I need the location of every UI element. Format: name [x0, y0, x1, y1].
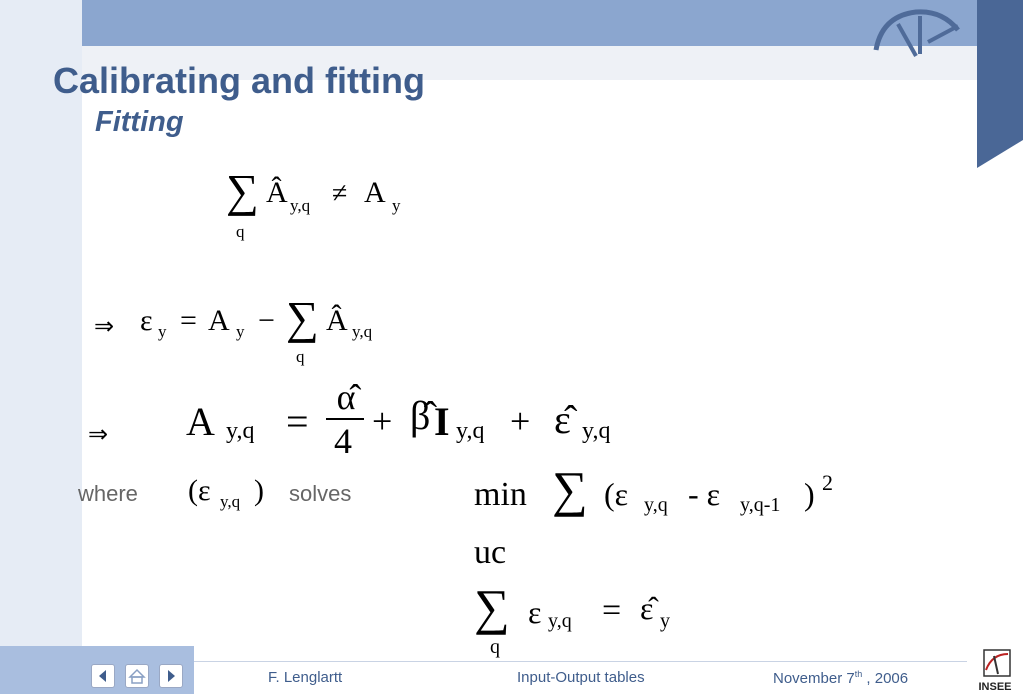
epsilon-hat: ε̂	[554, 397, 571, 442]
a-subscript: y	[236, 322, 245, 341]
home-slide-button[interactable]	[125, 664, 149, 688]
date-superscript: th	[854, 669, 863, 679]
previous-slide-button[interactable]	[91, 664, 115, 688]
not-equal-sign: ≠	[332, 178, 348, 209]
beta-hat: β̂	[410, 393, 431, 438]
equals-sign: =	[286, 399, 309, 444]
a-subscript: y	[392, 196, 401, 215]
i-term: I	[434, 399, 450, 444]
i-subscript: y,q	[456, 418, 485, 444]
epsilon-subscript: y,q	[548, 610, 572, 632]
min-operator: min	[474, 476, 527, 513]
fraction-denominator: 4	[334, 421, 352, 461]
arrow-right-icon	[160, 665, 182, 687]
where-label: where	[78, 481, 138, 506]
arrow-left-icon	[92, 665, 114, 687]
a-term: A	[364, 176, 386, 209]
footer-topic: Input-Output tables	[517, 669, 645, 686]
epsilon-hat: ε̂	[640, 590, 654, 626]
close-paren: )	[254, 474, 264, 507]
slide-title: Calibrating and fitting	[53, 60, 425, 101]
epsilon-open: (ε	[604, 476, 629, 512]
slide-subtitle: Fitting	[95, 106, 184, 138]
left-background-band	[0, 0, 82, 694]
home-icon	[126, 665, 148, 687]
epsilon: ε	[528, 594, 542, 630]
sum-symbol: ∑	[226, 165, 259, 216]
next-slide-button[interactable]	[159, 664, 183, 688]
a-hat: Â	[266, 176, 288, 209]
footer-author: F. Lenglartt	[268, 669, 343, 686]
a-hat: Â	[326, 304, 348, 337]
epsilon: ε	[140, 304, 153, 337]
header-emblem-icon	[868, 4, 964, 64]
exponent: 2	[822, 470, 833, 495]
insee-emblem-icon	[972, 648, 1018, 678]
sum-symbol: ∑	[474, 579, 510, 635]
equals-sign: =	[180, 304, 197, 337]
top-header-band	[82, 0, 977, 46]
implies-arrow: ⇒	[88, 422, 109, 448]
sum-index: q	[236, 222, 245, 241]
epsilon-open-paren: (ε	[188, 474, 211, 507]
plus-sign: +	[510, 401, 531, 441]
epsilon-hat-subscript: y	[660, 610, 670, 632]
a-term: A	[208, 304, 230, 337]
sum-index: q	[296, 347, 305, 366]
sum-symbol: ∑	[286, 292, 319, 343]
epsilon-subscript: y,q	[220, 492, 241, 511]
sum-index: q	[490, 636, 500, 658]
close-paren-squared: )	[804, 476, 815, 512]
insee-logo-text: INSEE	[978, 681, 1012, 693]
equals-sign: =	[602, 592, 622, 629]
a-term: A	[186, 399, 215, 444]
uc-label: uc	[474, 534, 507, 571]
solves-label: solves	[289, 481, 352, 506]
minus-epsilon: - ε	[688, 476, 721, 512]
epsilon-subscript: y	[158, 322, 167, 341]
date-main: November 7	[773, 670, 855, 687]
footer-divider	[194, 661, 967, 662]
minus-sign: −	[258, 304, 275, 337]
date-year: , 2006	[862, 670, 909, 687]
plus-sign: +	[372, 401, 393, 441]
a-subscript: y,q	[226, 418, 255, 444]
epsilon-hat-subscript: y,q	[582, 418, 611, 444]
epsilon-subscript-2: y,q-1	[740, 494, 781, 516]
footer-date	[773, 669, 908, 687]
sum-symbol: ∑	[552, 461, 588, 517]
epsilon-subscript-1: y,q	[644, 494, 668, 516]
right-corner-tab	[977, 0, 1023, 168]
a-hat-subscript: y,q	[352, 322, 373, 341]
implies-arrow: ⇒	[94, 314, 115, 340]
insee-logo	[972, 648, 1018, 693]
a-hat-subscript: y,q	[290, 196, 311, 215]
alpha-hat: α̂	[336, 377, 356, 417]
